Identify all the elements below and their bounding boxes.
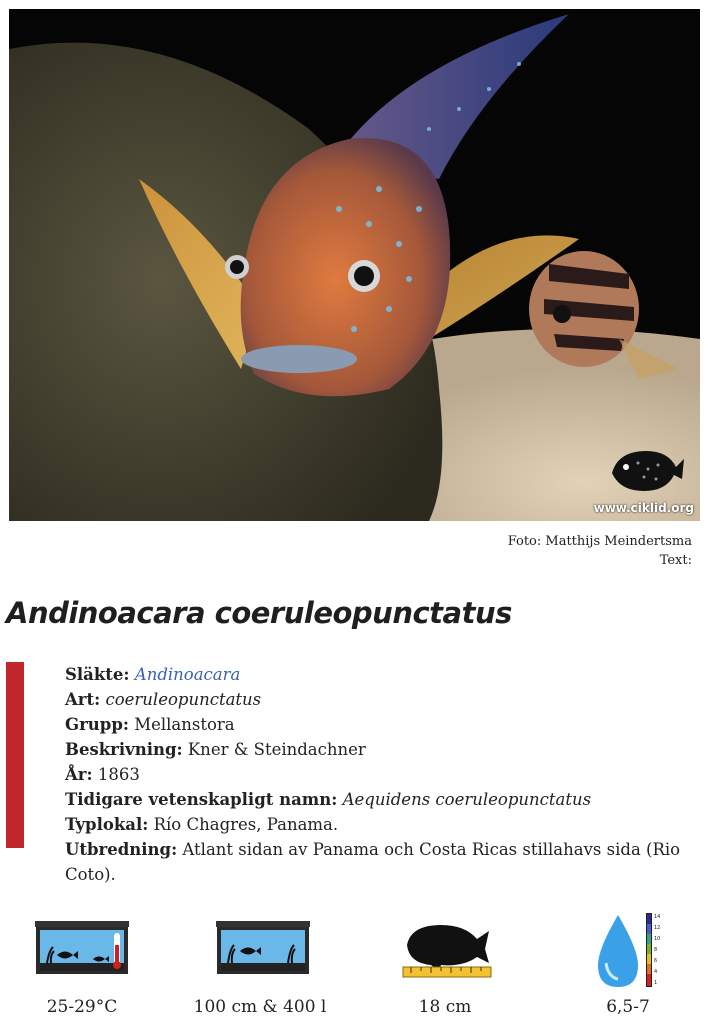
fish-photo-illustration xyxy=(9,9,700,521)
svg-text:14: 14 xyxy=(654,914,661,920)
aquarium-thermometer-icon xyxy=(35,921,129,977)
fact-year xyxy=(65,762,695,787)
photo-credit-text: Text: xyxy=(659,553,692,568)
fact-value: 1863 xyxy=(97,765,140,784)
water-drop-ph-icon xyxy=(592,909,670,991)
svg-text:4: 4 xyxy=(654,969,658,975)
photo-credit-photographer: Foto: Matthijs Meindertsma xyxy=(507,534,692,549)
fact-genus xyxy=(65,662,695,687)
fact-label: Art: xyxy=(65,690,101,709)
svg-text:8: 8 xyxy=(654,947,658,953)
fact-label: Typlokal: xyxy=(65,815,149,834)
species-title: Andinoacara coeruleopunctatus xyxy=(6,596,512,630)
fact-value: Río Chagres, Panama. xyxy=(153,815,339,834)
fact-label: Grupp: xyxy=(65,715,129,734)
photo-credit xyxy=(508,532,692,570)
fact-label: Utbredning: xyxy=(65,840,178,859)
fact-label: År: xyxy=(65,765,93,784)
fact-label: Beskrivning: xyxy=(65,740,183,759)
svg-text:10: 10 xyxy=(654,936,661,942)
length-caption: 18 cm xyxy=(418,997,472,1017)
ciklid-logo-icon xyxy=(608,445,686,497)
tank-size-caption: 100 cm & 400 l xyxy=(193,997,327,1017)
fish-ruler-icon xyxy=(401,919,493,981)
fact-value: coeruleopunctatus xyxy=(105,690,262,709)
ph-caption: 6,5-7 xyxy=(606,997,650,1017)
fact-label: Släkte: xyxy=(65,665,130,684)
svg-text:1: 1 xyxy=(654,980,658,986)
species-photo xyxy=(9,9,700,521)
fact-value: Mellanstora xyxy=(134,715,235,734)
fact-value: Atlant sidan av Panama och Costa Ricas stillahavs sida (Rio Coto). xyxy=(65,840,681,884)
fact-species xyxy=(65,687,695,712)
care-icons xyxy=(0,905,708,1024)
fact-previous-name xyxy=(65,787,695,812)
fact-group xyxy=(65,712,695,737)
genus-link[interactable]: Andinoacara xyxy=(134,665,241,684)
fact-label: Tidigare vetenskapligt namn: xyxy=(65,790,338,809)
aquarium-size-icon xyxy=(216,921,310,977)
species-facts xyxy=(65,662,695,887)
photo-watermark: www.ciklid.org xyxy=(593,501,694,515)
temperature-caption: 25-29°C xyxy=(46,997,118,1017)
svg-text:12: 12 xyxy=(654,925,661,931)
fact-distribution xyxy=(65,837,695,887)
fact-value: Aequidens coeruleopunctatus xyxy=(342,790,592,809)
accent-bar xyxy=(6,662,24,848)
fact-type-locality xyxy=(65,812,695,837)
fact-value: Kner & Steindachner xyxy=(187,740,366,759)
svg-text:6: 6 xyxy=(654,958,658,964)
fact-description xyxy=(65,737,695,762)
